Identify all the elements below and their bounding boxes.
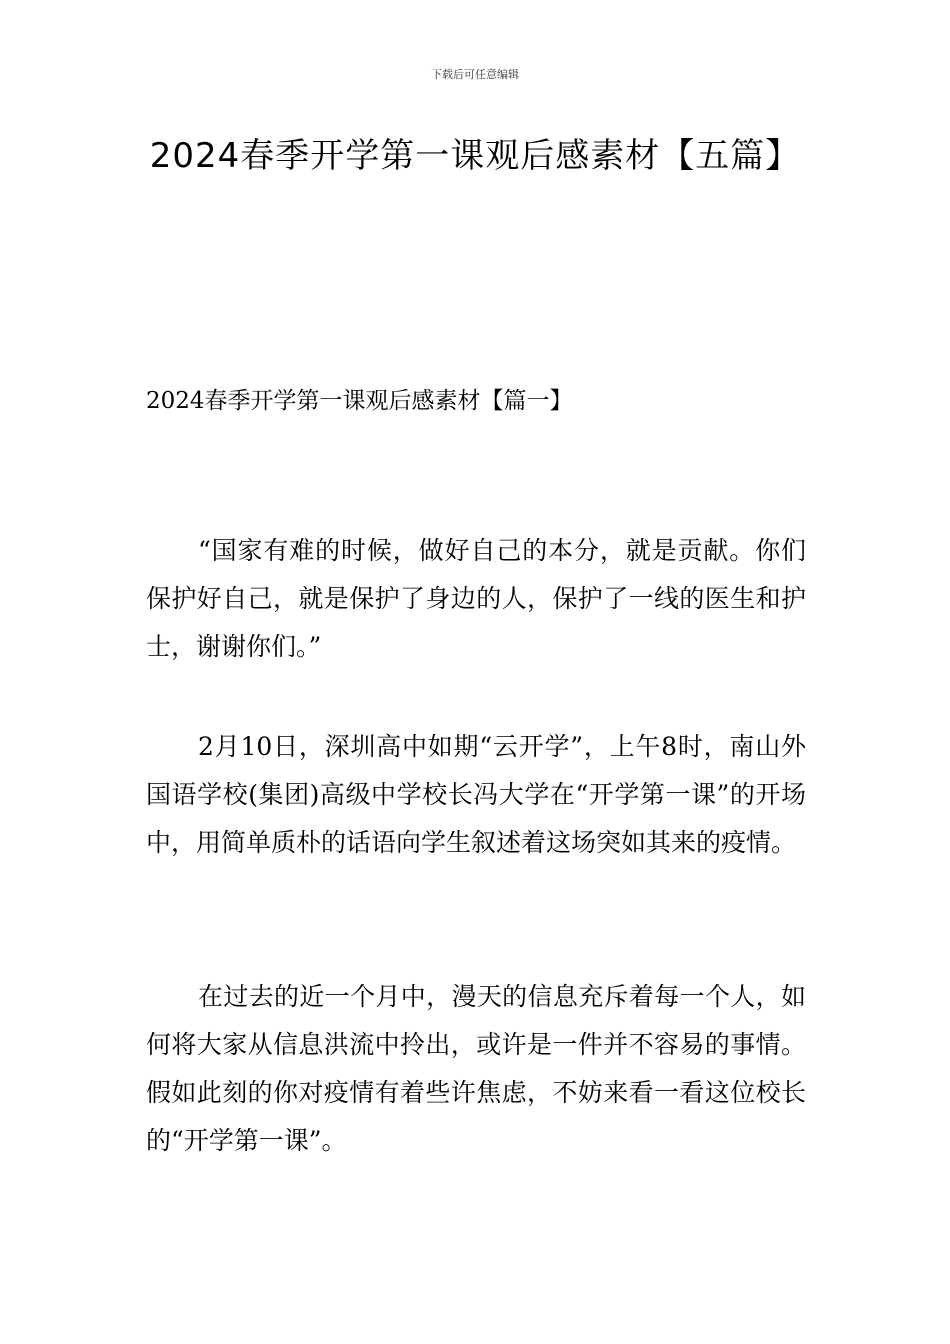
header-note: 下载后可任意编辑 <box>431 68 519 81</box>
paragraph-2-block <box>146 723 806 867</box>
paragraph-1: “国家有难的时候，做好自己的本分，就是贡献。你们保护好自己，就是保护了身边的人，保护了一线的医生和护士，谢谢你们。” <box>146 536 806 661</box>
document-title: 2024春季开学第一课观后感素材【五篇】 <box>149 136 801 176</box>
paragraph-1-block <box>146 527 806 671</box>
section-heading: 2024春季开学第一课观后感素材【篇一】 <box>146 388 573 414</box>
paragraph-3-block <box>146 973 806 1165</box>
paragraph-3: 在过去的近一个月中，漫天的信息充斥着每一个人，如何将大家从信息洪流中拎出，或许是一件并不容易的事情。假如此刻的你对疫情有着些许焦虑，不妨来看一看这位校长的“开学第一课”。 <box>146 982 806 1155</box>
paragraph-2: 2月10日，深圳高中如期“云开学”，上午8时，南山外国语学校(集团)高级中学校长冯大学在“开学第一课”的开场中，用简单质朴的话语向学生叙述着这场突如其来的疫情。 <box>146 732 806 857</box>
